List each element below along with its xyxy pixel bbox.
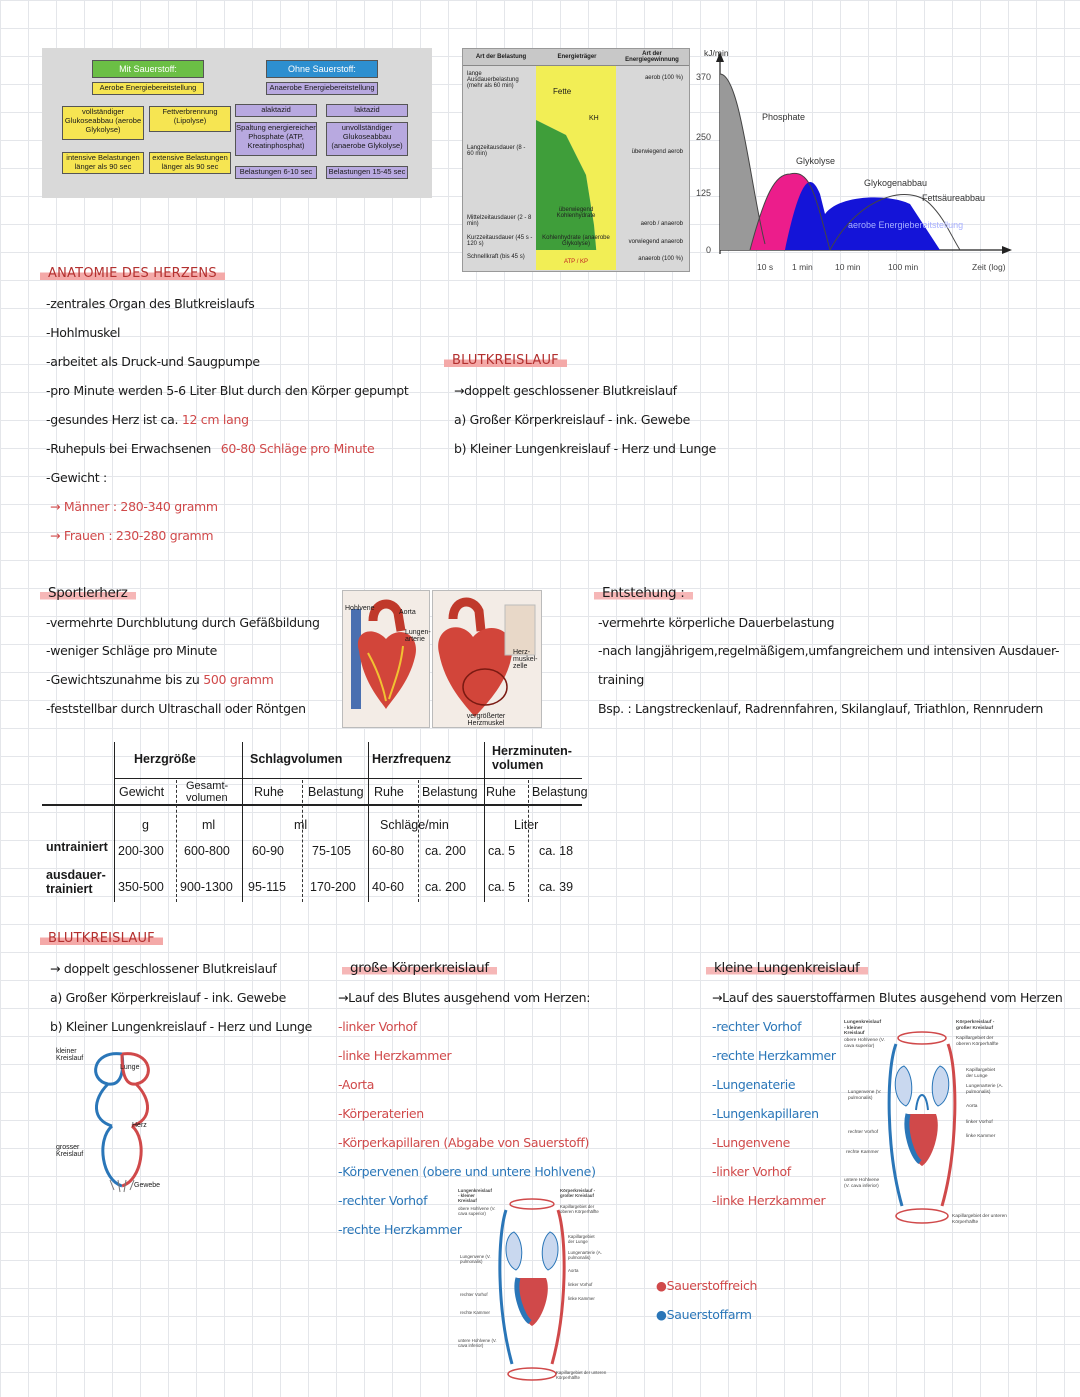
cell-trained-co-load: ca. 39 bbox=[539, 880, 574, 894]
unit-g: g bbox=[142, 818, 149, 832]
alactic-label: alaktazid bbox=[235, 104, 317, 117]
fat-burn-label: Fettverbrennung (Lipolyse) bbox=[149, 106, 231, 132]
pulmonary-intro: →Lauf des sauerstoffarmen Blutes ausgehend vom Herzen bbox=[712, 990, 1063, 1005]
sub-total-volume: Gesamt-volumen bbox=[186, 780, 229, 804]
origin-line-3: training bbox=[598, 672, 645, 687]
diag-right-atrium: rechter Vorhof bbox=[848, 1130, 879, 1135]
systemic-intro: →Lauf des Blutes ausgehend vom Herzen: bbox=[338, 990, 591, 1005]
heart-comparison-table bbox=[42, 742, 588, 902]
cell-trained-hr-rest: 40-60 bbox=[372, 880, 404, 894]
y-unit: kJ/min bbox=[704, 48, 729, 58]
diag-left-ventricle: linke Kammer bbox=[966, 1134, 996, 1139]
row-trained-label: ausdauer-trainiert bbox=[46, 868, 106, 896]
diag2-body-circuit: Körperkreislauf - großer Kreislauf bbox=[560, 1188, 596, 1199]
diag-pulm-artery: Lungenarterie (A. pulmonalis) bbox=[966, 1084, 1004, 1095]
x-tick-1min: 1 min bbox=[792, 262, 813, 272]
gain-aerob-anaerob: aerob / anaerob bbox=[640, 221, 683, 227]
pulmonary-step-3: -Lungenaterie bbox=[712, 1077, 796, 1092]
small-circuit-label: kleiner Kreislauf bbox=[56, 1048, 84, 1062]
fatty-acid-label: Fettsäureabbau bbox=[922, 193, 986, 203]
anaerobic-label: Anaerobe Energiebereitstellung bbox=[266, 82, 378, 95]
sport-line-2: -weniger Schläge pro Minute bbox=[46, 643, 218, 658]
cell-untrained-co-load: ca. 18 bbox=[539, 844, 574, 858]
gain-mostly-aerob: überwiegend aerob bbox=[631, 149, 683, 155]
diag2-left-atrium: linker Vorhof bbox=[568, 1282, 593, 1287]
diag-lung-capillary: Kapillargebiet der Lunge bbox=[966, 1068, 996, 1079]
with-oxygen-label: Mit Sauerstoff: bbox=[92, 60, 204, 78]
diag-upper-vena: obere Hohlvene (V. cava superior) bbox=[844, 1038, 885, 1049]
row-speed: Schnellkraft (bis 45 s) bbox=[467, 254, 525, 260]
x-tick-10s: 10 s bbox=[757, 262, 774, 272]
diag-body-circuit: Körperkreislauf - großer Kreislauf bbox=[956, 1020, 995, 1031]
sport-line-4: -feststellbar durch Ultraschall oder Röntgen bbox=[46, 701, 306, 716]
fats-label: Fette bbox=[553, 87, 572, 96]
aerobic-label: Aerobe Energiebereitstellung bbox=[92, 82, 204, 95]
intensive-load-label: intensive Belastungen länger als 90 sec bbox=[62, 152, 144, 174]
cell-trained-volume: 900-1300 bbox=[180, 880, 233, 894]
col-heart-rate: Herzfrequenz bbox=[372, 752, 452, 766]
circulation-title-1: BLUTKREISLAUF bbox=[444, 353, 567, 368]
cell-untrained-hr-load: ca. 200 bbox=[425, 844, 467, 858]
anatomy-women: → Frauen : 230-280 gramm bbox=[50, 528, 214, 543]
gain-anaerob: anaerob (100 %) bbox=[638, 256, 683, 262]
aerobic-label: aerobe Energiebereitstellung bbox=[848, 220, 964, 230]
diag2-upper-capillary: Kapillargebiet der oberen Körperhälfte bbox=[560, 1204, 599, 1215]
gain-header: Art der Energiegewinnung bbox=[625, 51, 679, 63]
systemic-step-7: -rechter Vorhof bbox=[338, 1193, 428, 1208]
atp-label: ATP / KP bbox=[563, 259, 589, 265]
tissue-label: Gewebe bbox=[134, 1182, 161, 1189]
cell-trained-co-rest: ca. 5 bbox=[488, 880, 516, 894]
sub-load-3: Belastung bbox=[532, 785, 588, 799]
circ1-line-3: b) Kleiner Lungenkreislauf - Herz und Lunge bbox=[454, 441, 717, 456]
cell-trained-sv-rest: 95-115 bbox=[248, 880, 286, 894]
cell-untrained-co-rest: ca. 5 bbox=[488, 844, 516, 858]
label-enlarged: vergrößerter Herzmuskel bbox=[466, 713, 506, 727]
col-stroke-volume: Schlagvolumen bbox=[250, 752, 343, 766]
phosphate-label: Phosphate bbox=[762, 112, 806, 122]
diag-upper-capillary: Kapillargebiet der oberen Körperhälfte bbox=[956, 1036, 999, 1047]
legend-oxygen-rich: ●Sauerstoffreich bbox=[656, 1278, 758, 1293]
load-6-10-label: Belastungen 6-10 sec bbox=[235, 166, 317, 179]
heart-image-normal bbox=[342, 590, 430, 728]
full-glucose-label: vollständiger Glukoseabbau (aerobe Glykolyse) bbox=[62, 106, 144, 140]
energy-supply-diagram bbox=[42, 48, 432, 198]
without-oxygen-label: Ohne Sauerstoff: bbox=[266, 60, 378, 78]
label-aorta: Aorta bbox=[399, 609, 416, 616]
row-longterm: Langzeitausdauer (8 - 60 min) bbox=[467, 145, 526, 157]
anatomy-line-6: -Ruhepuls bei Erwachsenen 60-80 Schläge pro Minute bbox=[46, 441, 375, 456]
y-tick-250: 250 bbox=[696, 132, 712, 142]
lactic-label: laktazid bbox=[326, 104, 408, 117]
incomplete-glucose-label: unvollständiger Glukoseabbau (anaerobe Glykolyse) bbox=[326, 122, 408, 156]
pulmonary-step-1: -rechter Vorhof bbox=[712, 1019, 802, 1034]
diag2-left-ventricle: linke Kammer bbox=[568, 1296, 595, 1301]
sub-rest-1: Ruhe bbox=[254, 785, 284, 799]
diag-lower-vena: untere Hohlvene (V. cava inferior) bbox=[844, 1178, 880, 1189]
pulmonary-step-6: -linker Vorhof bbox=[712, 1164, 791, 1179]
col-cardiac-output: Herzminuten-volumen bbox=[492, 744, 572, 772]
diag-lower-capillary: Kapillargebiet der unteren Körperhälfte bbox=[952, 1214, 1007, 1225]
circ2-line-2: a) Großer Körperkreislauf - ink. Gewebe bbox=[50, 990, 286, 1005]
sub-load-1: Belastung bbox=[308, 785, 364, 799]
kh-label: KH bbox=[589, 115, 599, 122]
unit-liter: Liter bbox=[514, 818, 539, 832]
pulmonary-step-4: -Lungenkapillaren bbox=[712, 1106, 819, 1121]
cell-trained-sv-load: 170-200 bbox=[310, 880, 356, 894]
circulation-title-2: BLUTKREISLAUF bbox=[40, 931, 163, 946]
legend-oxygen-poor: ●Sauerstoffarm bbox=[656, 1307, 752, 1322]
energy-carrier-chart bbox=[462, 48, 690, 272]
diag2-right-ventricle: rechte Kammer bbox=[460, 1310, 491, 1315]
cell-untrained-sv-load: 75-105 bbox=[312, 844, 351, 858]
lung-label: Lunge bbox=[120, 1064, 140, 1071]
unit-ml-1: ml bbox=[202, 818, 216, 832]
systemic-step-5: -Körperkapillaren (Abgabe von Sauerstoff) bbox=[338, 1135, 590, 1150]
sub-rest-2: Ruhe bbox=[374, 785, 404, 799]
row-mid: Mittelzeitausdauer (2 - 8 min) bbox=[467, 215, 532, 227]
glycolysis-label: Glykolyse bbox=[796, 156, 836, 166]
x-tick-10min: 10 min bbox=[835, 262, 861, 272]
cell-untrained-hr-rest: 60-80 bbox=[372, 844, 404, 858]
gain-aerob: aerob (100 %) bbox=[644, 75, 683, 81]
cell-trained-weight: 350-500 bbox=[118, 880, 164, 894]
load-15-45-label: Belastungen 15-45 sec bbox=[326, 166, 408, 179]
sport-line-1: -vermehrte Durchblutung durch Gefäßbildung bbox=[46, 615, 320, 630]
origin-line-2: -nach langjährigem,regelmäßigem,umfangreichem und intensiven Ausdauer- bbox=[598, 643, 1060, 658]
systemic-step-4: -Körperaterien bbox=[338, 1106, 424, 1121]
glycogen-label: Glykogenabbau bbox=[864, 178, 928, 188]
heart-label: Herz bbox=[132, 1122, 147, 1129]
pulmonary-step-2: -rechte Herzkammer bbox=[712, 1048, 836, 1063]
diag2-pulm-vein: Lungenvene (V. pulmonalis) bbox=[460, 1254, 491, 1265]
cell-untrained-weight: 200-300 bbox=[118, 844, 164, 858]
kh-mostly-label: überwiegend Kohlenhydrate bbox=[556, 207, 596, 219]
label-pulm-artery: Lungen-arterie bbox=[405, 629, 431, 643]
legend-rich-dot: ● bbox=[656, 1278, 667, 1293]
diag2-lower-capillary: Kapillargebiet der unteren Körperhälfte bbox=[556, 1370, 607, 1381]
origin-title: Entstehung : bbox=[594, 585, 693, 601]
pulmonary-step-5: -Lungenvene bbox=[712, 1135, 791, 1150]
diag2-lung-circuit: Lungenkreislauf - kleiner Kreislauf bbox=[458, 1188, 492, 1204]
sub-rest-3: Ruhe bbox=[486, 785, 516, 799]
sport-line-3: -Gewichtszunahme bis zu 500 gramm bbox=[46, 672, 274, 687]
cell-untrained-volume: 600-800 bbox=[184, 844, 230, 858]
extensive-load-label: extensive Belastungen länger als 90 sec bbox=[149, 152, 231, 174]
systemic-step-2: -linke Herzkammer bbox=[338, 1048, 452, 1063]
diag2-aorta: Aorta bbox=[568, 1268, 579, 1273]
origin-line-1: -vermehrte körperliche Dauerbelastung bbox=[598, 615, 835, 630]
diag-pulm-vein: Lungenvene (V. pulmonalis) bbox=[848, 1090, 882, 1101]
carrier-header: Energieträger bbox=[557, 54, 597, 60]
anatomy-men: → Männer : 280-340 gramm bbox=[50, 499, 218, 514]
unit-ml-2: ml bbox=[294, 818, 308, 832]
circulation-diagram-middle bbox=[456, 1188, 612, 1384]
circ2-line-1: → doppelt geschlossener Blutkreislauf bbox=[50, 961, 277, 976]
simple-circulation-diagram bbox=[52, 1040, 192, 1200]
x-tick-100min: 100 min bbox=[888, 262, 919, 272]
heart-image-enlarged bbox=[432, 590, 542, 728]
systemic-step-6: -Körpervenen (obere und untere Hohlvene) bbox=[338, 1164, 596, 1179]
row-short: Kurzzeitausdauer (45 s - 120 s) bbox=[467, 235, 533, 247]
row-long: lange Ausdauerbelastung (mehr als 60 min) bbox=[467, 71, 519, 89]
anatomy-line-2: -Hohlmuskel bbox=[46, 325, 121, 340]
y-tick-0: 0 bbox=[706, 245, 712, 255]
label-muscle-cell: Herz-muskel-zelle bbox=[513, 649, 538, 670]
systemic-title: große Körperkreislauf bbox=[342, 960, 497, 976]
phosphate-split-label: Spaltung energiereicher Phosphate (ATP, Kreatinphosphat) bbox=[235, 122, 317, 156]
diag2-upper-vena: obere Hohlvene (V. cava superior) bbox=[458, 1206, 496, 1217]
diag-right-ventricle: rechte Kammer bbox=[846, 1150, 879, 1155]
anatomy-line-1: -zentrales Organ des Blutkreislaufs bbox=[46, 296, 255, 311]
diag2-lung-capillary: Kapillargebiet der Lunge bbox=[568, 1234, 595, 1245]
diag-aorta: Aorta bbox=[966, 1104, 978, 1109]
diag-lung-circuit: Lungenkreislauf - kleiner Kreislauf bbox=[844, 1020, 882, 1037]
pulmonary-title: kleine Lungenkreislauf bbox=[706, 960, 868, 976]
athlete-heart-title: Sportlerherz bbox=[40, 585, 136, 601]
label-vena: Hohlvene bbox=[345, 605, 375, 612]
diag-left-atrium: linker Vorhof bbox=[966, 1120, 993, 1125]
row-untrained-label: untrainiert bbox=[46, 840, 108, 854]
sub-weight: Gewicht bbox=[119, 785, 165, 799]
large-circuit-label: grosser Kreislauf bbox=[56, 1144, 84, 1158]
kh-anaerob-label: Kohlenhydrate (anaerobe Glykolyse) bbox=[542, 235, 610, 247]
x-axis-label: Zeit (log) bbox=[972, 262, 1006, 272]
cell-untrained-sv-rest: 60-90 bbox=[252, 844, 284, 858]
anatomy-line-5: -gesundes Herz ist ca. 12 cm lang bbox=[46, 412, 249, 427]
diag2-lower-vena: untere Hohlvene (V. cava inferior) bbox=[458, 1338, 497, 1349]
energy-over-time-graph bbox=[690, 44, 1070, 280]
circ1-line-2: a) Großer Körperkreislauf - ink. Gewebe bbox=[454, 412, 690, 427]
cell-trained-hr-load: ca. 200 bbox=[425, 880, 467, 894]
load-type-header: Art der Belastung bbox=[475, 54, 527, 60]
anatomy-line-7: -Gewicht : bbox=[46, 470, 107, 485]
unit-beats: Schläge/min bbox=[380, 818, 449, 832]
systemic-step-3: -Aorta bbox=[338, 1077, 375, 1092]
diag2-right-atrium: rechter Vorhof bbox=[460, 1292, 488, 1297]
circ2-line-3: b) Kleiner Lungenkreislauf - Herz und Lunge bbox=[50, 1019, 313, 1034]
y-tick-370: 370 bbox=[696, 72, 712, 82]
y-tick-125: 125 bbox=[696, 188, 712, 198]
col-heart-size: Herzgröße bbox=[134, 752, 196, 766]
legend-poor-dot: ● bbox=[656, 1307, 667, 1322]
circ1-line-1: →doppelt geschlossener Blutkreislauf bbox=[454, 383, 677, 398]
anatomy-line-4: -pro Minute werden 5-6 Liter Blut durch den Körper gepumpt bbox=[46, 383, 409, 398]
systemic-step-8: -rechte Herzkammer bbox=[338, 1222, 462, 1237]
sub-load-2: Belastung bbox=[422, 785, 478, 799]
diag2-pulm-artery: Lungenarterie (A. pulmonalis) bbox=[568, 1250, 602, 1261]
circulation-diagram-right bbox=[842, 1018, 1012, 1230]
anatomy-title: ANATOMIE DES HERZENS bbox=[40, 266, 225, 281]
anatomy-line-3: -arbeitet als Druck-und Saugpumpe bbox=[46, 354, 260, 369]
origin-line-4: Bsp. : Langstreckenlauf, Radrennfahren, Skilanglauf, Triathlon, Rennrudern bbox=[598, 701, 1044, 716]
pulmonary-step-7: -linke Herzkammer bbox=[712, 1193, 826, 1208]
gain-mostly-anaerob: vorwiegend anaerob bbox=[628, 239, 683, 245]
systemic-step-1: -linker Vorhof bbox=[338, 1019, 417, 1034]
